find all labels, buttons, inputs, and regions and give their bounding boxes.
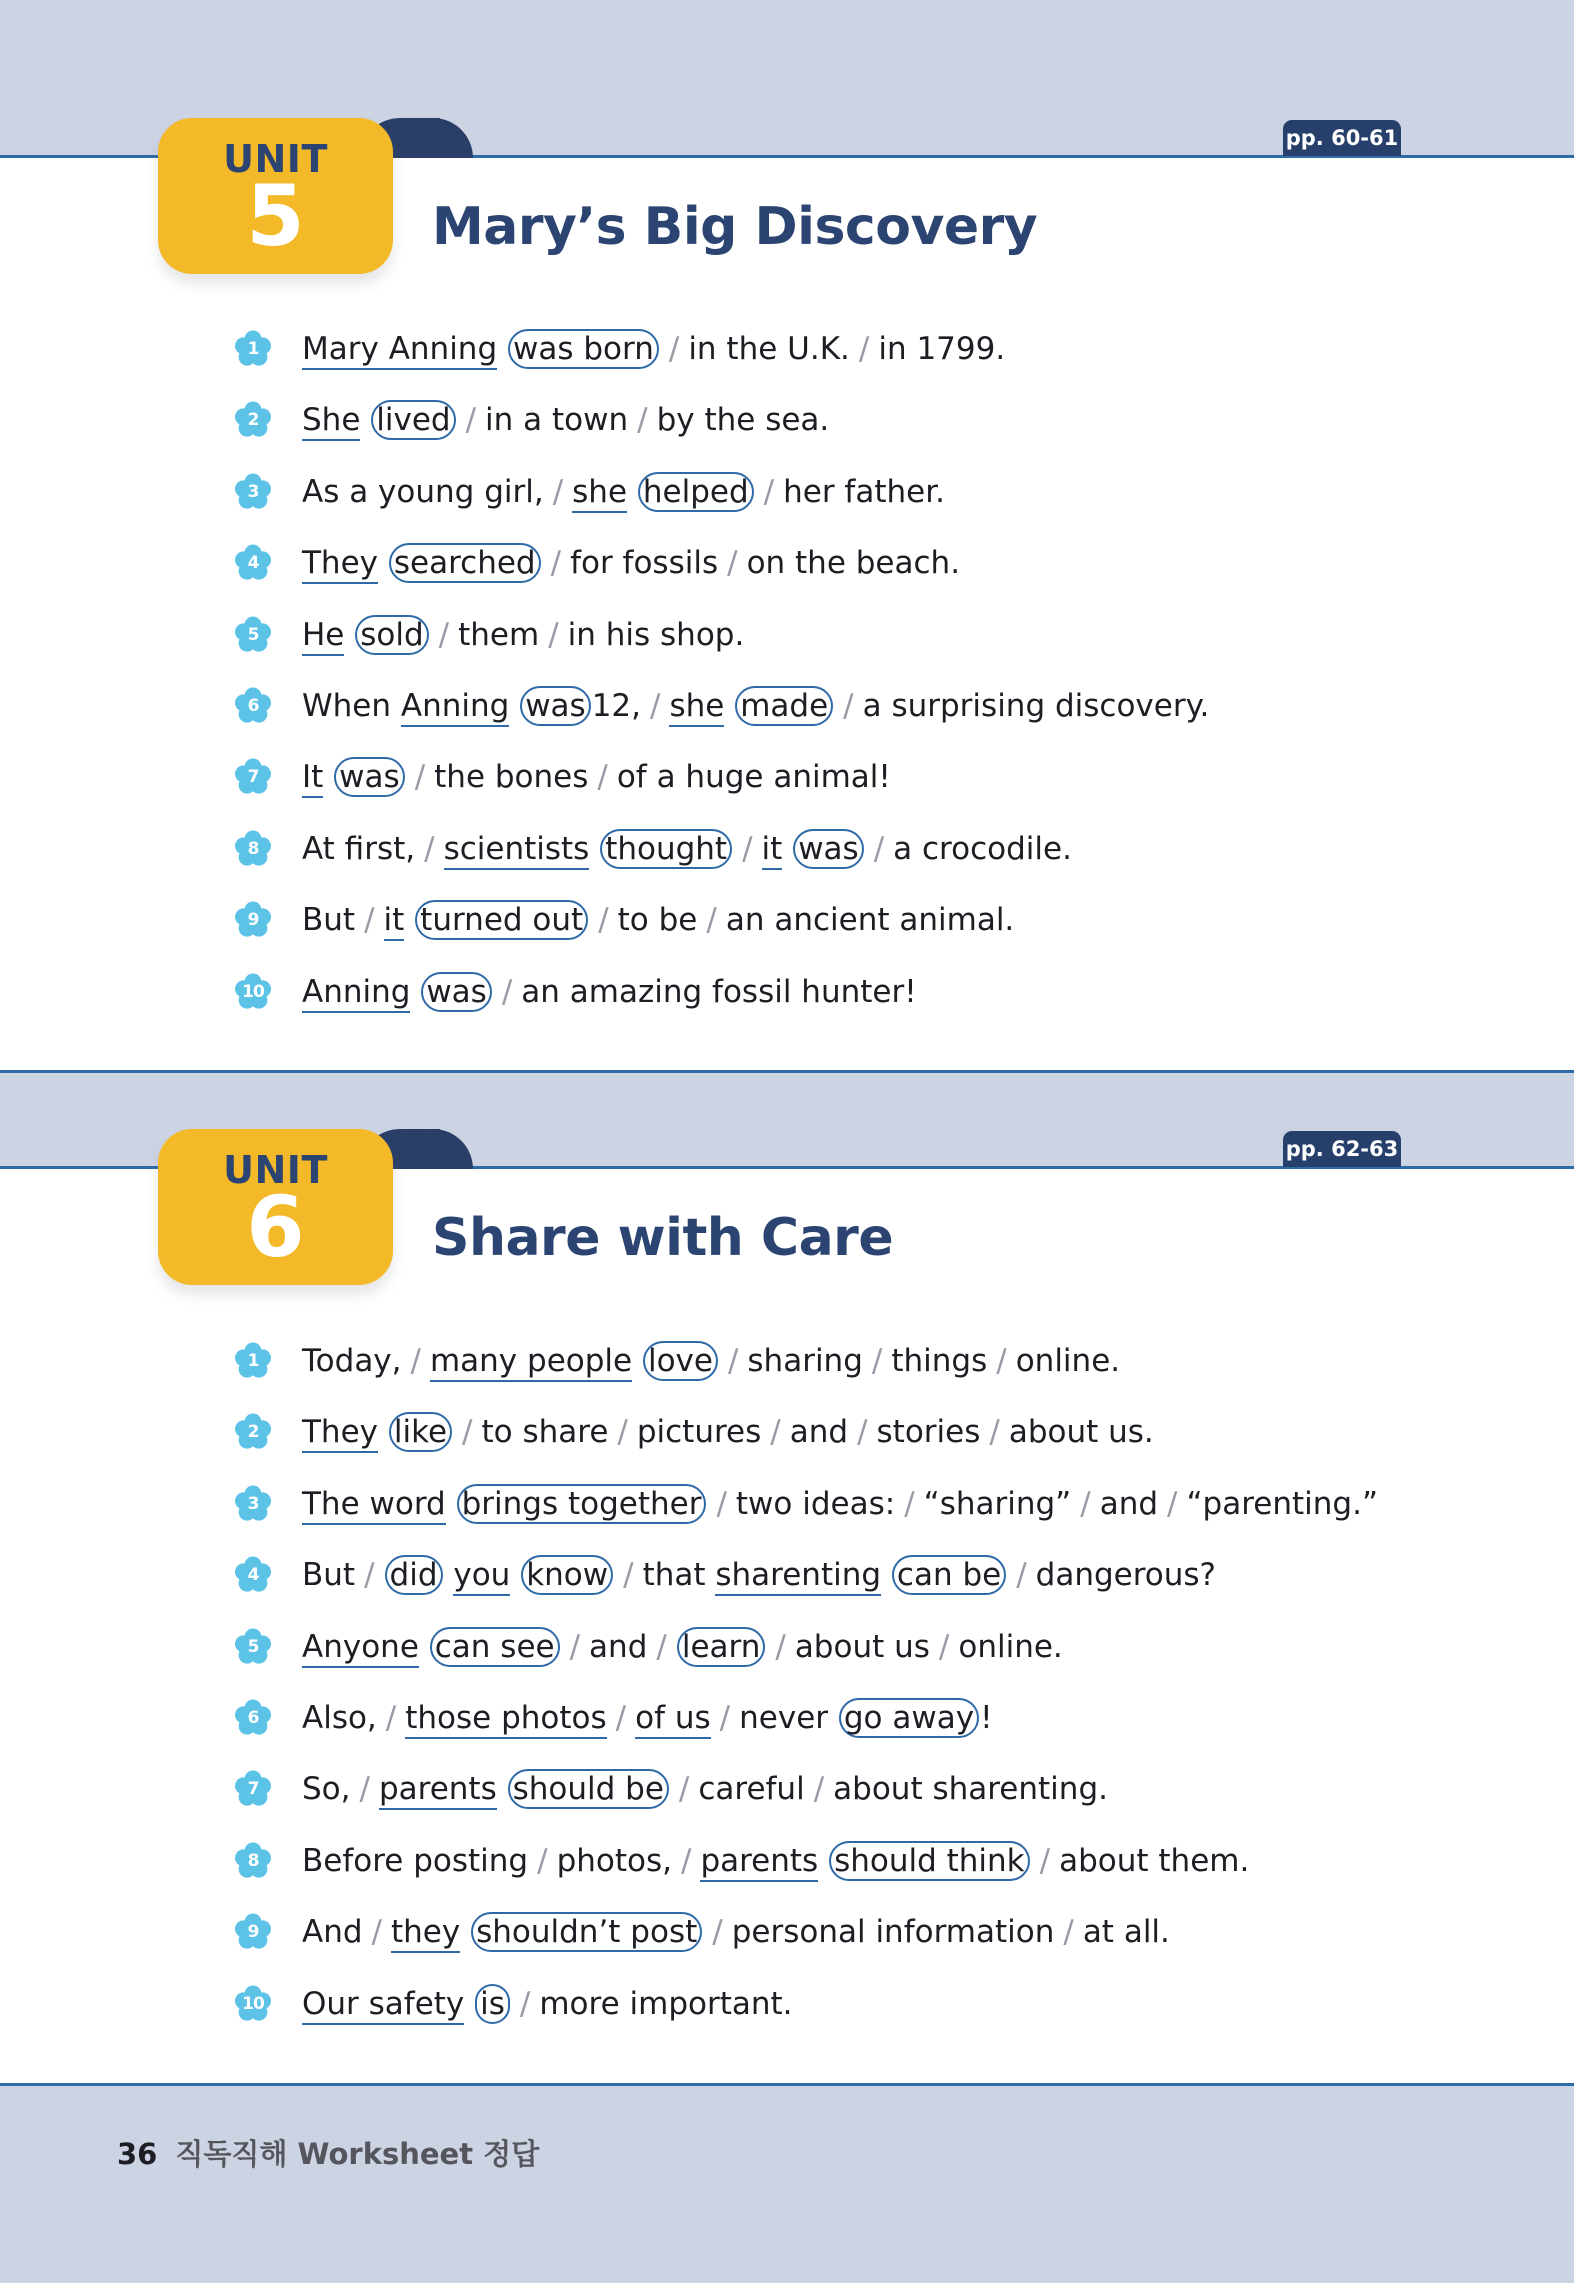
page-reference: pp. 62-63 [1283, 1131, 1401, 1167]
subject-underline: Mary Anning [302, 331, 497, 370]
sentence-chunk [627, 474, 637, 510]
sentence-text [302, 1410, 1154, 1454]
unit-title: Mary’s Big Discovery [432, 197, 1038, 257]
chunk-slash: / [712, 1914, 723, 1951]
sentence-chunk [378, 545, 388, 581]
sentence-chunk [509, 688, 519, 724]
sentence-row [0, 1982, 1574, 2053]
number-badge-icon [233, 1341, 273, 1381]
chunk-slash: / [719, 1699, 731, 1736]
chunk-slash: / [904, 1485, 915, 1522]
sentence-chunk [632, 1343, 642, 1379]
chunk-slash: / [598, 902, 609, 939]
sentence-row [0, 755, 1574, 826]
subject-underline: many people [430, 1343, 632, 1382]
unit-tab-bump [393, 1129, 473, 1209]
sentence-chunk [724, 688, 734, 724]
verb-circle: go away [839, 1698, 979, 1738]
chunk-slash: / [727, 1343, 739, 1379]
sentence-chunk: As a young girl, [302, 473, 544, 510]
sentence-chunk [444, 1557, 454, 1593]
sentence-text [302, 1553, 1216, 1597]
sentence-chunk: for fossils [570, 545, 719, 582]
sentence-number: 9 [247, 1922, 259, 1943]
sentence-text [302, 970, 917, 1014]
sentence-chunk [460, 1914, 470, 1950]
chunk-slash: / [410, 1343, 421, 1379]
chunk-slash: / [414, 759, 426, 796]
chunk-slash: / [519, 1985, 531, 2022]
chunk-slash: / [385, 1699, 397, 1736]
verb-circle: shouldn’t post [471, 1912, 702, 1952]
sentence-text [302, 1839, 1249, 1883]
subject-underline: of us [635, 1700, 711, 1739]
number-badge-icon [233, 1698, 273, 1738]
sentence-chunk: about sharenting. [833, 1771, 1108, 1808]
subject-underline: Anning [401, 688, 509, 727]
sentence-chunk: At first, [302, 830, 416, 867]
sentence-text [302, 1982, 793, 2026]
sentence-chunk: about us [794, 1628, 930, 1665]
sentence-number: 10 [242, 1993, 264, 2014]
unit5-sentence-list [0, 327, 1574, 1041]
sentence-number: 2 [247, 1422, 259, 1443]
subject-underline: those photos [405, 1700, 606, 1739]
number-badge-icon [233, 1627, 273, 1667]
subject-underline: It [302, 759, 323, 798]
verb-circle: did [385, 1555, 443, 1595]
sentence-row [0, 1339, 1574, 1410]
sentence-chunk [404, 902, 414, 938]
number-badge-icon [233, 615, 273, 655]
sentence-number: 1 [247, 339, 259, 359]
chunk-slash: / [371, 1914, 382, 1951]
footer-label: 직독직해 Worksheet 정답 [175, 2137, 540, 2171]
sentence-row [0, 1696, 1574, 1767]
sentence-row [0, 1553, 1574, 1624]
subject-underline: Anning [302, 974, 410, 1013]
number-badge-icon [233, 686, 273, 726]
verb-circle: was [793, 829, 864, 869]
sentence-chunk: two ideas: [735, 1485, 896, 1522]
sentence-row [0, 470, 1574, 541]
sentence-row [0, 970, 1574, 1041]
sentence-text [302, 327, 1005, 371]
subject-underline: He [302, 617, 344, 656]
subject-underline: it [384, 902, 405, 941]
chunk-slash: / [650, 687, 661, 724]
sentence-chunk [378, 1414, 388, 1450]
sentence-number: 6 [247, 695, 259, 716]
number-badge-icon [233, 1841, 273, 1881]
sentence-chunk: and [1099, 1485, 1159, 1522]
sentence-chunk: that [642, 1557, 716, 1594]
sentence-chunk: When [302, 687, 401, 724]
subject-underline: They [302, 545, 378, 584]
sentence-chunk: about us. [1008, 1414, 1154, 1451]
chunk-slash: / [873, 830, 885, 867]
unit6-header [0, 1011, 1574, 1276]
sentence-chunk: a crocodile. [893, 830, 1072, 867]
sentence-text [302, 541, 960, 585]
verb-circle: was [334, 757, 405, 797]
verb-circle: can see [430, 1627, 560, 1667]
number-badge-icon [233, 972, 273, 1012]
chunk-slash: / [569, 1628, 581, 1665]
unit-title: Share with Care [432, 1208, 894, 1268]
sentence-chunk: “parenting.” [1186, 1485, 1379, 1522]
sentence-row [0, 827, 1574, 898]
sentence-row [0, 898, 1574, 969]
sentence-chunk: in 1799. [878, 331, 1006, 367]
sentence-row [0, 1482, 1574, 1553]
number-badge-icon [233, 1555, 273, 1595]
sentence-number: 2 [247, 410, 259, 431]
chunk-slash: / [615, 1699, 627, 1736]
sentence-chunk: But [302, 1557, 356, 1594]
sentence-number: 9 [247, 910, 259, 931]
verb-circle: made [735, 686, 833, 726]
sentence-chunk: things [891, 1343, 988, 1379]
sentence-text [302, 1625, 1063, 1669]
verb-circle: learn [677, 1627, 766, 1667]
sentence-chunk: dangerous? [1035, 1557, 1217, 1594]
sentence-chunk: ! [980, 1699, 993, 1736]
number-badge-icon [233, 1484, 273, 1524]
number-badge-icon [233, 329, 273, 369]
number-badge-icon [233, 1412, 273, 1452]
chunk-slash: / [424, 830, 435, 867]
sentence-text [302, 1696, 993, 1740]
sentence-text [302, 398, 829, 442]
chunk-slash: / [1039, 1842, 1051, 1879]
sentence-text [302, 1910, 1170, 1954]
sentence-text [302, 898, 1014, 942]
chunk-slash: / [1167, 1485, 1178, 1522]
chunk-slash: / [742, 830, 753, 867]
chunk-slash: / [857, 1414, 868, 1451]
chunk-slash: / [550, 545, 562, 582]
verb-circle: was [421, 972, 492, 1012]
chunk-slash: / [364, 902, 375, 939]
chunk-slash: / [763, 473, 775, 510]
verb-circle: turned out [415, 900, 588, 940]
chunk-slash: / [637, 402, 648, 439]
chunk-slash: / [364, 1557, 375, 1594]
sentence-number: 7 [247, 767, 259, 788]
chunk-slash: / [680, 1842, 692, 1879]
sentence-chunk [497, 331, 507, 367]
sentence-chunk: sharing [747, 1343, 863, 1379]
chunk-slash: / [548, 616, 559, 653]
sentence-row [0, 1839, 1574, 1910]
sentence-chunk: online. [958, 1628, 1063, 1665]
verb-circle: brings together [457, 1484, 707, 1524]
verb-circle: was [520, 686, 591, 726]
sentence-chunk: 12, [591, 687, 642, 724]
sentence-chunk: But [302, 902, 356, 939]
verb-circle: can be [892, 1555, 1006, 1595]
sentence-row [0, 1767, 1574, 1838]
page-reference: pp. 60-61 [1283, 120, 1401, 156]
verb-circle: like [389, 1412, 452, 1452]
subject-underline: They [302, 1414, 378, 1453]
sentence-text [302, 1767, 1108, 1811]
sentence-row [0, 327, 1574, 398]
sentence-chunk: of a huge animal! [616, 759, 891, 796]
chunk-slash: / [727, 545, 738, 582]
verb-circle: sold [355, 615, 428, 655]
sentence-chunk: online. [1015, 1343, 1121, 1379]
chunk-slash: / [617, 1414, 628, 1451]
unit-badge [158, 118, 393, 274]
sentence-chunk: about them. [1059, 1842, 1250, 1879]
number-badge-icon [233, 400, 273, 440]
verb-circle: was born [508, 329, 659, 369]
sentence-chunk: them [458, 616, 540, 653]
verb-circle: know [521, 1555, 613, 1595]
sentence-text [302, 613, 744, 657]
chunk-slash: / [996, 1343, 1007, 1379]
number-badge-icon [233, 1769, 273, 1809]
chunk-slash: / [871, 1343, 883, 1379]
sentence-row [0, 684, 1574, 755]
sentence-chunk: an amazing fossil hunter! [521, 973, 917, 1010]
sentence-chunk: photos, [556, 1842, 672, 1879]
verb-circle: helped [638, 472, 754, 512]
chunk-slash: / [938, 1628, 950, 1665]
sentence-chunk: in his shop. [567, 616, 745, 653]
chunk-slash: / [537, 1842, 548, 1879]
sentence-chunk [323, 759, 333, 795]
number-badge-icon [233, 1912, 273, 1952]
sentence-text [302, 684, 1209, 728]
sentence-number: 3 [247, 1493, 259, 1514]
sentence-chunk: and [589, 1628, 648, 1665]
sentence-chunk: Before posting [302, 1842, 529, 1879]
sentence-chunk [344, 617, 354, 653]
subject-underline: you [453, 1557, 510, 1596]
chunk-slash: / [597, 759, 608, 796]
subject-underline: scientists [444, 831, 590, 870]
sentence-row [0, 541, 1574, 612]
sentence-number: 8 [247, 1850, 259, 1871]
subject-underline: they [391, 1914, 460, 1953]
verb-circle: lived [371, 400, 455, 440]
number-badge-icon [233, 757, 273, 797]
unit5-header [0, 0, 1574, 265]
sentence-chunk: careful [698, 1771, 805, 1808]
chunk-slash: / [678, 1771, 690, 1808]
sentence-chunk: personal information [731, 1914, 1055, 1951]
sentence-chunk: Today, [302, 1343, 402, 1379]
sentence-text [302, 755, 891, 799]
sentence-number: 8 [247, 838, 259, 859]
chunk-slash: / [668, 331, 680, 367]
chunk-slash: / [623, 1557, 634, 1594]
verb-circle: searched [389, 543, 541, 583]
verb-circle: is [475, 1984, 510, 2024]
sentence-text [302, 470, 945, 514]
chunk-slash: / [1080, 1485, 1091, 1522]
chunk-slash: / [706, 902, 717, 939]
subject-underline: parents [700, 1843, 818, 1882]
subject-underline: she [669, 688, 724, 727]
sentence-chunk: And [302, 1914, 363, 1951]
verb-circle: love [643, 1341, 718, 1381]
sentence-chunk [446, 1486, 456, 1522]
sentence-chunk: in a town [485, 402, 629, 439]
chunk-slash: / [462, 1414, 473, 1451]
sentence-chunk [818, 1843, 828, 1879]
sentence-chunk: more important. [539, 1985, 793, 2022]
sentence-chunk [510, 1557, 520, 1593]
sentence-row [0, 1910, 1574, 1981]
sentence-number: 5 [247, 1636, 259, 1657]
chunk-slash: / [1016, 1557, 1027, 1594]
subject-underline: sharenting [715, 1557, 881, 1596]
unit-label: UNIT [223, 137, 328, 181]
sentence-chunk: the bones [434, 759, 589, 796]
sentence-chunk: to share [481, 1414, 609, 1451]
sentence-chunk: pictures [636, 1414, 762, 1451]
chunk-slash: / [716, 1485, 727, 1522]
sentence-number: 3 [247, 481, 259, 502]
page-footer [117, 2132, 539, 2173]
sentence-number: 5 [247, 624, 259, 645]
subject-underline: she [572, 474, 627, 513]
sentence-chunk: and [789, 1414, 849, 1451]
number-badge-icon [233, 900, 273, 940]
sentence-chunk [782, 831, 792, 867]
chunk-slash: / [813, 1771, 825, 1808]
sentence-chunk [464, 1986, 474, 2022]
verb-circle: thought [600, 829, 732, 869]
sentence-number: 10 [242, 981, 264, 1002]
sentence-text [302, 1339, 1120, 1383]
sentence-number: 7 [247, 1779, 259, 1800]
sentence-text [302, 1482, 1378, 1526]
unit-number: 5 [246, 167, 305, 265]
subject-underline: She [302, 402, 360, 441]
sentence-chunk: a surprising discovery. [862, 687, 1210, 724]
chunk-slash: / [843, 687, 854, 724]
sentence-chunk: So, [302, 1771, 351, 1808]
number-badge-icon [233, 543, 273, 583]
sentence-row [0, 613, 1574, 684]
sentence-chunk [497, 1771, 507, 1807]
sentence-number: 4 [247, 553, 259, 574]
sentence-number: 4 [247, 1565, 259, 1586]
chunk-slash: / [770, 1414, 781, 1451]
sentence-chunk [881, 1557, 891, 1593]
chunk-slash: / [656, 1628, 667, 1665]
sentence-chunk: Also, [302, 1699, 377, 1736]
sentence-chunk [589, 831, 599, 867]
chunk-slash: / [552, 473, 564, 510]
unit-number: 6 [246, 1178, 305, 1276]
sentence-row [0, 398, 1574, 469]
sentence-chunk: in the U.K. [688, 331, 850, 367]
unit-badge [158, 1129, 393, 1285]
unit-label: UNIT [223, 1148, 328, 1192]
subject-underline: it [762, 831, 783, 870]
sentence-chunk: to be [617, 902, 698, 939]
chunk-slash: / [465, 402, 477, 439]
chunk-slash: / [438, 616, 450, 653]
chunk-slash: / [775, 1628, 786, 1665]
sentence-number: 1 [247, 1351, 259, 1371]
verb-circle: should think [829, 1841, 1030, 1881]
chunk-slash: / [359, 1771, 370, 1808]
sentence-chunk: “sharing” [923, 1485, 1072, 1522]
subject-underline: Anyone [302, 1629, 419, 1668]
number-badge-icon [233, 472, 273, 512]
sentence-chunk [360, 402, 370, 438]
page-number: 36 [117, 2137, 158, 2171]
sentence-chunk [410, 974, 420, 1010]
unit6-sentence-list [0, 1339, 1574, 2053]
number-badge-icon [233, 829, 273, 869]
chunk-slash: / [989, 1414, 1000, 1451]
unit-tab-bump [393, 118, 473, 198]
sentence-chunk: her father. [783, 473, 945, 510]
sentence-number: 6 [247, 1707, 259, 1728]
chunk-slash: / [1063, 1914, 1074, 1951]
sentence-text [302, 827, 1072, 871]
sentence-chunk: stories [876, 1414, 981, 1451]
sentence-chunk: on the beach. [746, 545, 961, 582]
sentence-row [0, 1625, 1574, 1696]
chunk-slash: / [858, 331, 870, 367]
sentence-chunk: never [739, 1699, 838, 1736]
sentence-row [0, 1410, 1574, 1481]
sentence-chunk: by the sea. [656, 402, 830, 439]
subject-underline: parents [379, 1771, 497, 1810]
subject-underline: Our safety [302, 1986, 464, 2025]
sentence-chunk: at all. [1082, 1914, 1170, 1951]
number-badge-icon [233, 1984, 273, 2024]
sentence-chunk: an ancient animal. [725, 902, 1015, 939]
chunk-slash: / [501, 973, 513, 1010]
verb-circle: should be [508, 1769, 669, 1809]
sentence-chunk [419, 1629, 429, 1665]
subject-underline: The word [302, 1486, 446, 1525]
